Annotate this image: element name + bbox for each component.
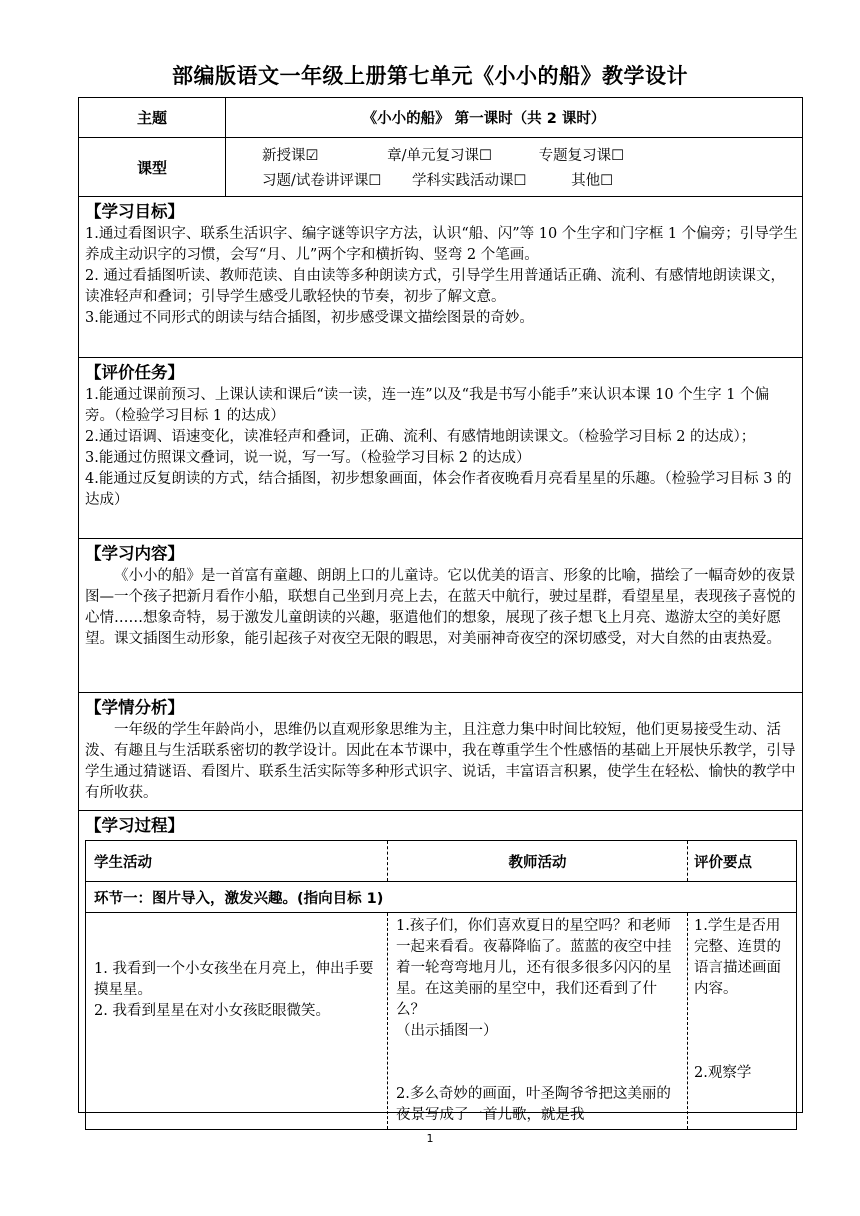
evaluation-section — [79, 358, 802, 539]
evaluation-item: 3.能通过仿照课文叠词，说一说，写一写。（检验学习目标 2 的达成） — [85, 450, 531, 466]
criteria-item: 2.观察学 — [694, 1065, 752, 1081]
lesson-type-row — [79, 138, 802, 197]
stage-one-row: 环节一：图片导入，激发兴趣。(指向目标 1) — [86, 882, 796, 913]
option-new-lesson: 新授课☑ — [262, 148, 319, 164]
process-table-header — [86, 841, 796, 882]
column-header-teacher: 教师活动 — [388, 841, 688, 881]
evaluation-item: 2.通过语调、语速变化，读准轻声和叠词，正确、流利、有感情地朗读课文。（检验学习目标 2 的达成）； — [85, 429, 756, 445]
student-activity-cell — [86, 913, 388, 1129]
subject-row — [79, 98, 802, 138]
process-table — [85, 840, 797, 1130]
subject-label: 主题 — [79, 98, 226, 137]
content-section — [79, 539, 802, 693]
lesson-type-options — [226, 138, 802, 196]
evaluation-item: 1.能通过课前预习、上课认读和课后“读一读，连一连”以及“我是书写小能手”来认识本课 10 个生字 1 个偏旁。（检验学习目标 1 的达成） — [85, 387, 770, 424]
process-heading: 【学习过程】 — [85, 816, 184, 835]
lesson-type-label: 课型 — [79, 138, 226, 196]
column-header-criteria: 评价要点 — [694, 854, 752, 871]
goals-heading: 【学习目标】 — [85, 202, 184, 221]
teacher-activity-item: 2.多么奇妙的画面，叶圣陶爷爷把这美丽的夜景写成了一首儿歌，就是我 — [396, 1086, 671, 1123]
student-activity-item: 2. 我看到星星在对小女孩眨眼微笑。 — [94, 1003, 330, 1019]
option-exercise-review: 习题/试卷讲评课☐ — [262, 173, 382, 189]
student-activity-item: 1. 我看到一个小女孩坐在月亮上，伸出手要摸星星。 — [94, 961, 374, 998]
content-heading: 【学习内容】 — [85, 544, 184, 563]
goal-item: 1.通过看图识字、联系生活识字、编字谜等识字方法，认识“船、闪”等 10 个生字和门字框 1 个偏旁；引导学生养成主动识字的习惯，会写“月、儿”两个字和横折钩、竖弯 2 个笔画。 — [85, 226, 798, 263]
page-number: 1 — [426, 1132, 434, 1145]
stage-one-body — [86, 913, 796, 1129]
option-topic-review: 专题复习课☐ — [538, 148, 625, 164]
goal-item: 2. 通过看插图听读、教师范读、自由读等多种朗读方式，引导学生用普通话正确、流利、有感情地朗读课文，读准轻声和叠词；引导学生感受儿歌轻快的节奏，初步了解文意。 — [85, 268, 785, 305]
evaluation-heading: 【评价任务】 — [85, 363, 184, 382]
column-header-student: 学生活动 — [86, 841, 388, 881]
criteria-cell — [688, 913, 796, 1129]
content-text: 《小小的船》是一首富有童趣、朗朗上口的儿童诗。它以优美的语言、形象的比喻，描绘了一幅奇妙的夜景图—一个孩子把新月看作小船，联想自己坐到月亮上去，在蓝天中航行，驶过星群，看望星星，表现孩子喜悦的心情……想象奇特，易于激发儿童朗读的兴趣，驱遣他们的想象，展现了孩子想飞上月亮、遨游太空的美好愿望。课文插图生动形象，能引起孩子对夜空无限的暇思，对美丽神奇夜空的深切感受，对大自然的由衷热爱。 — [85, 568, 796, 647]
analysis-text: 一年级的学生年龄尚小，思维仍以直观形象思维为主，且注意力集中时间比较短，他们更易接受生动、活泼、有趣且与生活联系密切的教学设计。因此在本节课中，我在尊重学生个性感悟的基础上开展快乐教学，引导学生通过猜谜语、看图片、联系生活实际等多种形式识字、说话，丰富语言积累，使学生在轻松、愉快的教学中有所收获。 — [85, 722, 796, 801]
teacher-activity-item: 1.孩子们，你们喜欢夏日的星空吗？和老师一起来看看。夜幕降临了。蓝蓝的夜空中挂着一轮弯弯地月儿，还有很多很多闪闪的星星。在这美丽的星空中，我们还看到了什么？ — [396, 918, 672, 1018]
analysis-section — [79, 693, 802, 811]
goals-section — [79, 197, 802, 358]
teacher-activity-cell — [388, 913, 688, 1129]
goal-item: 3.能通过不同形式的朗读与结合插图，初步感受课文描绘图景的奇妙。 — [85, 310, 534, 326]
lesson-plan-table — [78, 97, 803, 1123]
evaluation-item: 4.能通过反复朗读的方式，结合插图，初步想象画面，体会作者夜晚看月亮看星星的乐趣。（检验学习目标 3 的达成） — [85, 471, 792, 508]
subject-value: 《小小的船》 第一课时（共 2 课时） — [362, 111, 606, 127]
criteria-item: 1.学生是否用完整、连贯的语言描述画面内容。 — [694, 918, 781, 997]
analysis-heading: 【学情分析】 — [85, 698, 184, 717]
option-unit-review: 章/单元复习课☐ — [387, 148, 492, 164]
option-other: 其他☐ — [571, 173, 614, 189]
page-title: 部编版语文一年级上册第七单元《小小的船》教学设计 — [172, 64, 688, 88]
process-section — [79, 811, 802, 1130]
option-practice: 学科实践活动课☐ — [412, 173, 527, 189]
teacher-activity-item: （出示插图一） — [396, 1023, 498, 1039]
